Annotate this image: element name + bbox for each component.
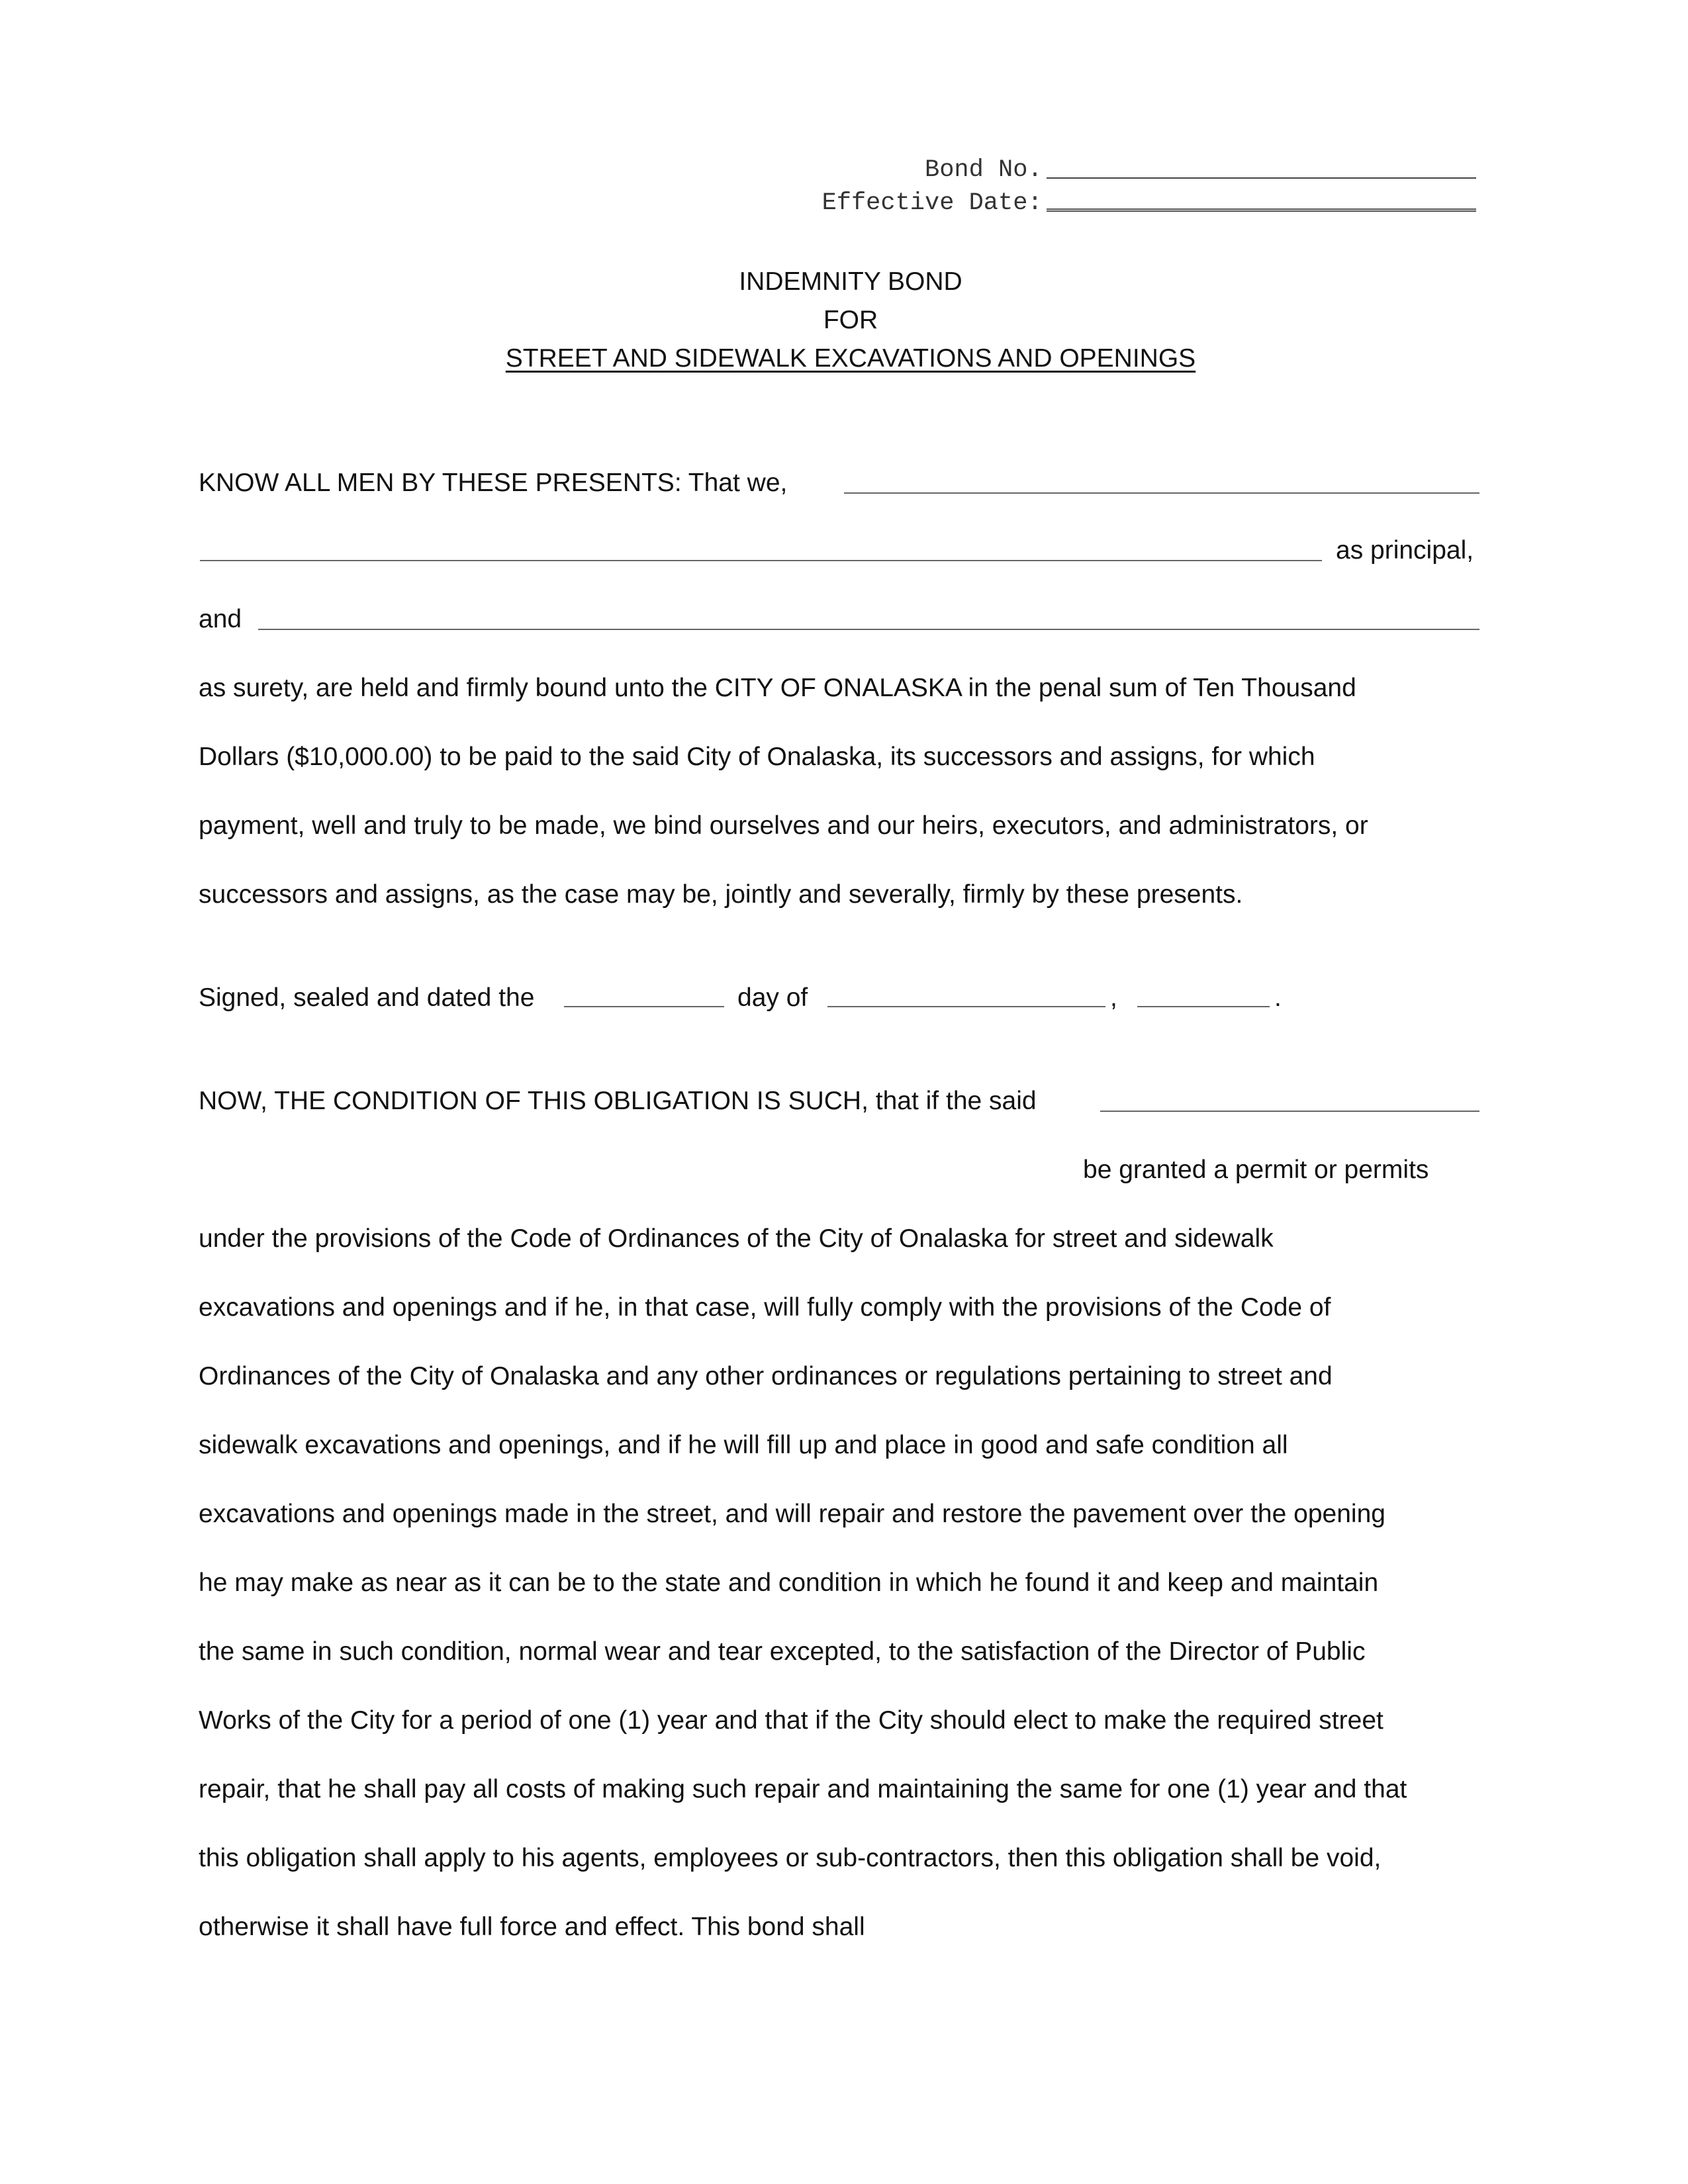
title-for: FOR	[823, 306, 878, 334]
preamble-line-1: as surety, are held and firmly bound unto the CITY OF ONALASKA in the penal sum of Ten Thousand	[199, 674, 1356, 702]
title-subject: STREET AND SIDEWALK EXCAVATIONS AND OPENINGS	[505, 344, 1196, 373]
bond-no-field[interactable]	[1047, 177, 1476, 179]
year-field[interactable]	[1137, 1006, 1270, 1007]
preamble-line-4: successors and assigns, as the case may be, jointly and severally, firmly by these presents.	[199, 880, 1243, 909]
condition-line-7: the same in such condition, normal wear and tear excepted, to the satisfaction of the Director of Public	[199, 1637, 1366, 1666]
condition-line-6: he may make as near as it can be to the state and condition in which he found it and keep and maintain	[199, 1569, 1379, 1597]
principal-name-field-1[interactable]	[844, 492, 1479, 494]
bond-no-row	[791, 156, 1476, 184]
month-field[interactable]	[827, 1006, 1105, 1007]
title-line-1-wrap	[0, 267, 1688, 296]
granted-permit-text: be granted a permit or permits	[1083, 1156, 1429, 1184]
effective-date-row	[791, 189, 1476, 217]
condition-line-3: Ordinances of the City of Onalaska and any other ordinances or regulations pertaining to street and	[199, 1362, 1333, 1390]
effective-date-field[interactable]	[1047, 208, 1476, 212]
condition-line-5: excavations and openings made in the street, and will repair and restore the pavement over the opening	[199, 1500, 1385, 1528]
surety-name-field[interactable]	[258, 629, 1479, 630]
effective-date-label: Effective Date:	[821, 189, 1043, 217]
preamble-line-3: payment, well and truly to be made, we bind ourselves and our heirs, executors, and administrators, or	[199, 811, 1368, 840]
condition-line-10: this obligation shall apply to his agents, employees or sub-contractors, then this obligation shall be void,	[199, 1844, 1382, 1872]
title-line-3-wrap	[0, 344, 1688, 373]
title-indemnity-bond: INDEMNITY BOND	[739, 267, 962, 296]
know-all-text: KNOW ALL MEN BY THESE PRESENTS: That we,	[199, 469, 788, 497]
period-text: .	[1274, 983, 1282, 1012]
condition-line-8: Works of the City for a period of one (1) year and that if the City should elect to make the required street	[199, 1706, 1383, 1735]
condition-line-9: repair, that he shall pay all costs of making such repair and maintaining the same for one (1) year and that	[199, 1775, 1407, 1803]
signed-prefix-text: Signed, sealed and dated the	[199, 983, 535, 1012]
condition-line-11: otherwise it shall have full force and effect. This bond shall	[199, 1913, 865, 1941]
condition-intro-text: NOW, THE CONDITION OF THIS OBLIGATION IS SUCH, that if the said	[199, 1087, 1037, 1115]
and-text: and	[199, 605, 242, 633]
day-field[interactable]	[564, 1006, 724, 1007]
title-line-2-wrap	[0, 306, 1688, 335]
principal-name-field-2[interactable]	[200, 560, 1322, 561]
day-of-text: day of	[737, 983, 808, 1012]
comma-text: ,	[1110, 983, 1117, 1012]
preamble-line-2: Dollars ($10,000.00) to be paid to the said City of Onalaska, its successors and assigns, for which	[199, 743, 1315, 771]
condition-line-2: excavations and openings and if he, in that case, will fully comply with the provisions of the Code of	[199, 1293, 1331, 1322]
bond-no-label: Bond No.	[924, 156, 1043, 184]
condition-line-4: sidewalk excavations and openings, and if he will fill up and place in good and safe condition all	[199, 1431, 1288, 1459]
as-principal-text: as principal,	[1336, 536, 1474, 565]
condition-line-1: under the provisions of the Code of Ordinances of the City of Onalaska for street and sidewalk	[199, 1224, 1274, 1253]
permittee-name-field[interactable]	[1100, 1111, 1479, 1112]
